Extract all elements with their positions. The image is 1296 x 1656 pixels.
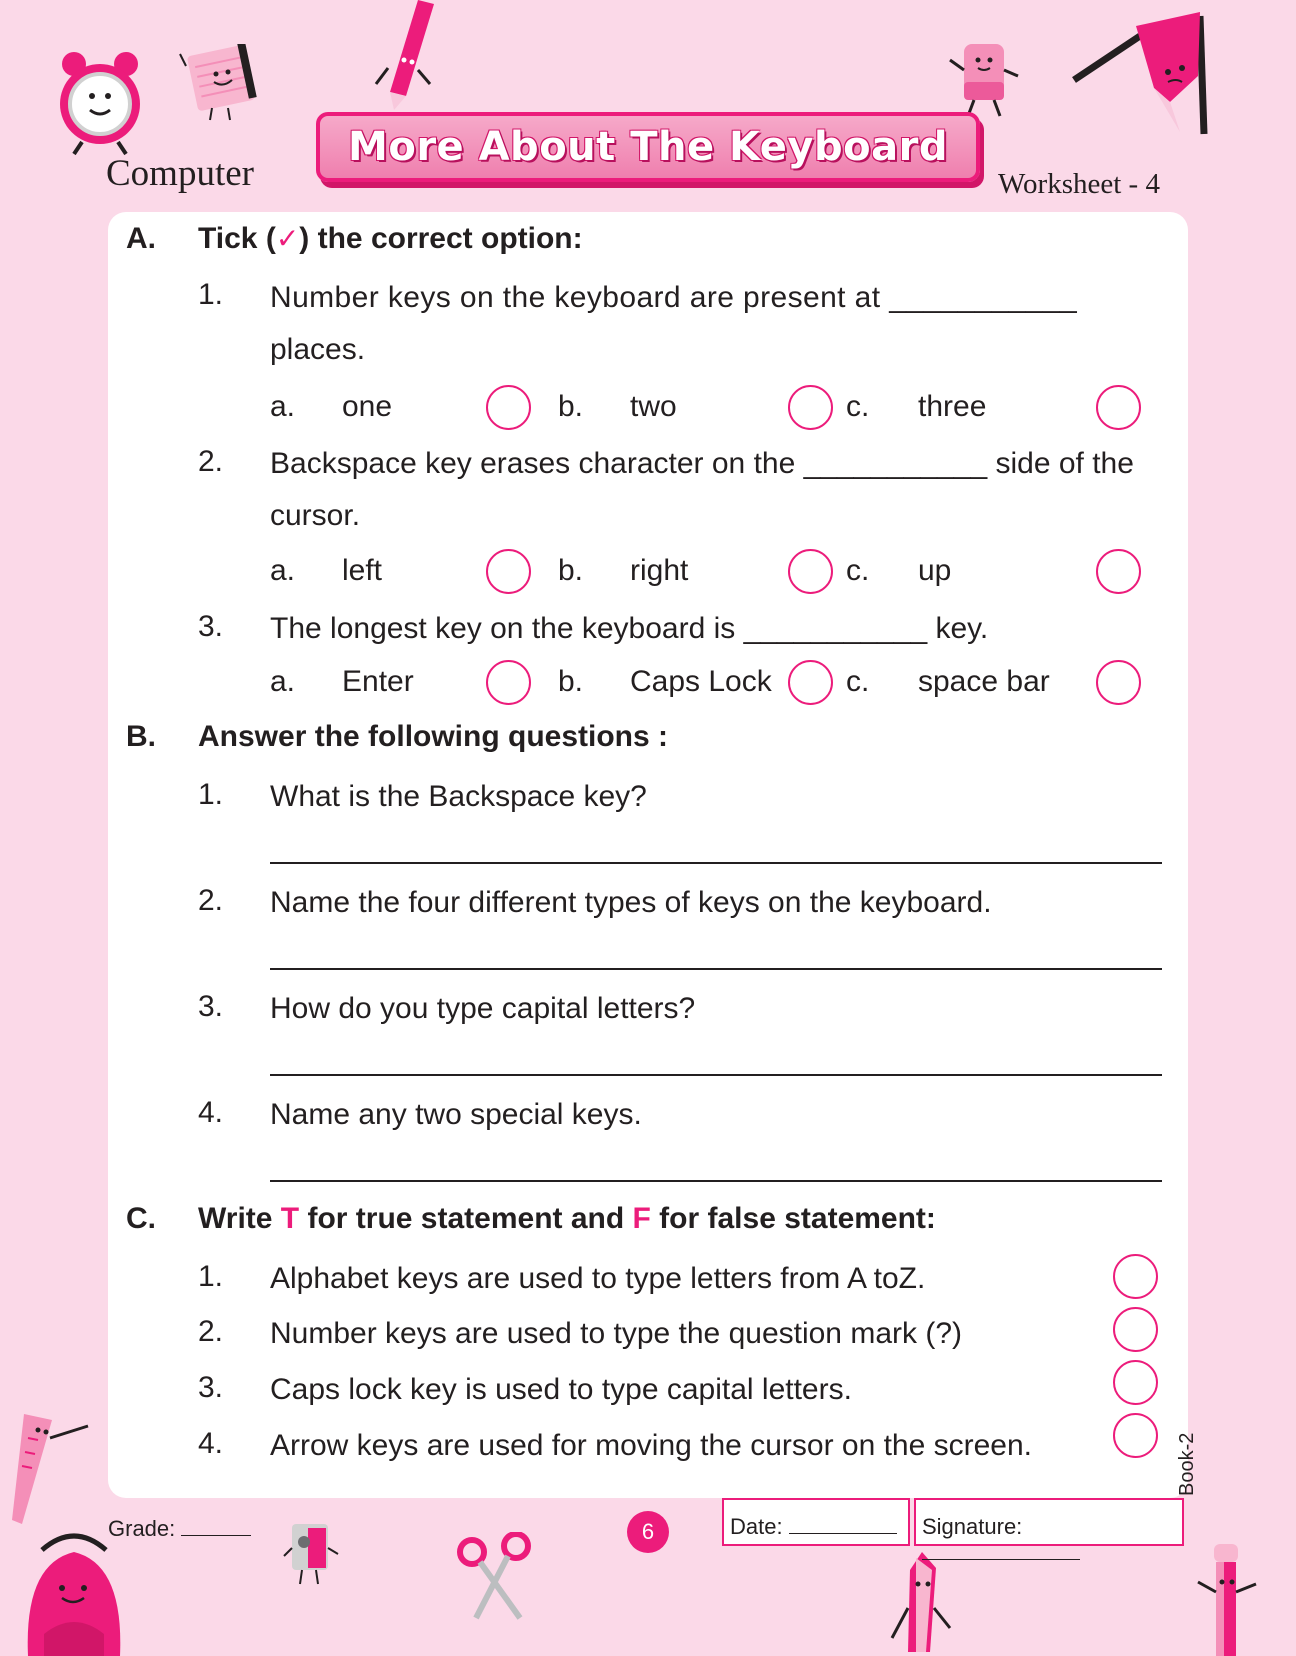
question-number: 1. <box>198 778 224 811</box>
option-text: two <box>630 390 677 423</box>
sharpener-character-icon <box>282 1518 342 1588</box>
statement-number: 1. <box>198 1260 224 1293</box>
option-text: one <box>342 390 393 423</box>
answer-circle[interactable] <box>788 660 833 705</box>
section-a-heading <box>198 222 583 256</box>
option-letter: a. <box>270 554 296 587</box>
option-text: up <box>918 554 952 587</box>
question-text: The longest key on the keyboard is ___________ key. <box>270 612 989 645</box>
question-text: Backspace key erases character on the ___________ side of the <box>270 447 1134 480</box>
option-letter: c. <box>846 390 870 423</box>
eraser-character-icon <box>944 40 1024 120</box>
book-code: Book-2 <box>1176 1432 1198 1496</box>
answer-line[interactable] <box>270 1180 1162 1182</box>
statement-text: Number keys are used to type the question mark (?) <box>270 1317 962 1350</box>
section-c-heading <box>198 1202 936 1236</box>
option-text: left <box>342 554 383 587</box>
option-text: right <box>630 554 689 587</box>
answer-circle[interactable] <box>1096 385 1141 430</box>
tf-answer-circle[interactable] <box>1113 1413 1158 1458</box>
answer-line[interactable] <box>270 1074 1162 1076</box>
option-letter: c. <box>846 554 870 587</box>
section-a-heading-start: Tick ( <box>198 222 276 255</box>
option-letter: c. <box>846 665 870 698</box>
ruler-character-icon <box>8 1408 94 1528</box>
grade-blank[interactable] <box>181 1520 251 1536</box>
question-number: 4. <box>198 1096 224 1129</box>
option-letter: a. <box>270 390 296 423</box>
answer-line[interactable] <box>270 862 1162 864</box>
heading-part: for true statement and <box>299 1202 633 1235</box>
signature-field[interactable] <box>914 1498 1184 1546</box>
option-text: three <box>918 390 987 423</box>
statement-number: 2. <box>198 1315 224 1348</box>
page-title: More About The Keyboard <box>348 124 948 170</box>
date-label: Date: <box>730 1514 783 1539</box>
signature-label: Signature: <box>922 1514 1023 1539</box>
answer-circle[interactable] <box>486 660 531 705</box>
question-text: Number keys on the keyboard are present at ___________ <box>270 281 1078 314</box>
answer-circle[interactable] <box>486 385 531 430</box>
answer-line[interactable] <box>270 968 1162 970</box>
answer-circle[interactable] <box>486 549 531 594</box>
alarm-clock-icon <box>52 44 148 156</box>
pen-character-icon <box>1194 1538 1260 1656</box>
statement-number: 4. <box>198 1427 224 1460</box>
statement-number: 3. <box>198 1371 224 1404</box>
section-a-heading-end: ) the correct option: <box>299 222 583 255</box>
false-letter: F <box>632 1202 651 1235</box>
grade-label: Grade: <box>108 1516 176 1541</box>
statement-text: Alphabet keys are used to type letters from A toZ. <box>270 1262 926 1295</box>
option-letter: b. <box>558 665 584 698</box>
question-text: Name the four different types of keys on the keyboard. <box>270 886 992 919</box>
question-number: 3. <box>198 610 224 643</box>
section-c-letter: C. <box>126 1202 156 1235</box>
answer-circle[interactable] <box>788 549 833 594</box>
tf-answer-circle[interactable] <box>1113 1360 1158 1405</box>
question-number: 2. <box>198 445 224 478</box>
notepad-character-icon <box>178 44 264 124</box>
signature-blank[interactable] <box>922 1542 1080 1560</box>
tf-answer-circle[interactable] <box>1113 1307 1158 1352</box>
grade-field[interactable] <box>108 1516 251 1542</box>
option-letter: b. <box>558 390 584 423</box>
question-number: 1. <box>198 278 224 311</box>
question-text: How do you type capital letters? <box>270 992 696 1025</box>
true-letter: T <box>280 1202 300 1235</box>
answer-circle[interactable] <box>1096 660 1141 705</box>
option-text: space bar <box>918 665 1050 698</box>
answer-circle[interactable] <box>788 385 833 430</box>
date-blank[interactable] <box>789 1516 897 1534</box>
date-field[interactable] <box>722 1498 910 1546</box>
question-text: Name any two special keys. <box>270 1098 642 1131</box>
option-text: Caps Lock <box>630 665 772 698</box>
tick-icon: ✓ <box>275 223 300 254</box>
subject-label: Computer <box>106 153 254 194</box>
worksheet-label: Worksheet - 4 <box>998 168 1160 200</box>
heading-part: for false statement: <box>650 1202 936 1235</box>
scissors-icon <box>456 1532 536 1622</box>
pencil-character-icon <box>372 0 452 112</box>
question-number: 2. <box>198 884 224 917</box>
section-a-letter: A. <box>126 222 156 255</box>
heading-part: Write <box>198 1202 281 1235</box>
section-b-letter: B. <box>126 720 156 753</box>
title-banner <box>316 112 980 182</box>
section-b-heading: Answer the following questions : <box>198 720 669 753</box>
option-letter: b. <box>558 554 584 587</box>
question-number: 3. <box>198 990 224 1023</box>
page-number-badge: 6 <box>627 1511 669 1553</box>
answer-circle[interactable] <box>1096 549 1141 594</box>
tf-answer-circle[interactable] <box>1113 1254 1158 1299</box>
option-letter: a. <box>270 665 296 698</box>
question-text: What is the Backspace key? <box>270 780 647 813</box>
schoolbag-character-icon <box>18 1524 130 1656</box>
question-text-cont: places. <box>270 333 366 366</box>
big-pencil-character-icon <box>1070 6 1210 138</box>
question-text-cont: cursor. <box>270 499 361 532</box>
statement-text: Arrow keys are used for moving the cursor on the screen. <box>270 1429 1033 1462</box>
option-text: Enter <box>342 665 414 698</box>
statement-text: Caps lock key is used to type capital letters. <box>270 1373 852 1406</box>
